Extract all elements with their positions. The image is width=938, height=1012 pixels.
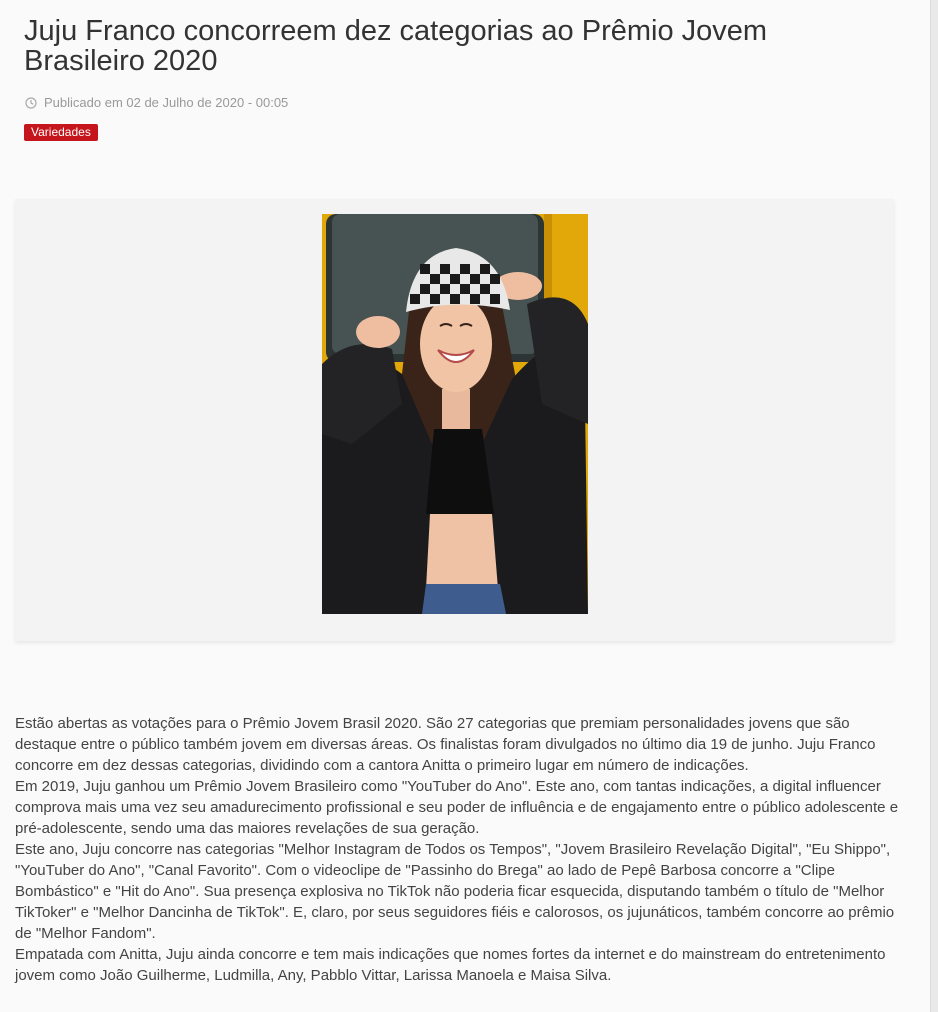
article-title: Juju Franco concorreem dez categorias ao Prêmio Jovem Brasileiro 2020 bbox=[24, 15, 768, 77]
article-paragraph: Este ano, Juju concorre nas categorias "Melhor Instagram de Todos os Tempos", "Jovem Brasileiro Revelação Digital", "Eu Shippo", "YouTuber do Ano", "Canal Favorito". Com o videoclipe de "Passinho do Brega" ao lado de Pepê Barbosa concorre a "Clipe Bombástico" e "Hit do Ano". Sua presença explosiva no TikTok não poderia ficar esquecida, disputando também o título de "Melhor TikToker" e "Melhor Dancinha de TikTok". E, claro, por seus seguidores fiéis e calorosos, os jujunáticos, também concorre ao prêmio de "Melhor Fandom". bbox=[15, 841, 895, 942]
article-paragraph: Estão abertas as votações para o Prêmio Jovem Brasil 2020. São 27 categorias que premiam personalidades jovens que são destaque entre o público também jovem em diversas áreas. Os finalistas foram divulgados no último dia 19 de junho. Juju Franco concorre em dez dessas categorias, dividindo com a cantora Anitta o primeiro lugar em número de indicações. bbox=[15, 715, 876, 774]
publish-date: Publicado em 02 de Julho de 2020 - 00:05 bbox=[44, 95, 289, 110]
article-photo bbox=[322, 214, 588, 614]
publish-info bbox=[25, 95, 288, 110]
article-body bbox=[15, 713, 905, 986]
article-paragraph: Empatada com Anitta, Juju ainda concorre e tem mais indicações que nomes fortes da internet e do mainstream do entretenimento jovem como João Guilherme, Ludmilla, Any, Pabblo Vittar, Larissa Manoela e Maisa Silva. bbox=[15, 946, 886, 984]
scrollbar[interactable] bbox=[930, 0, 938, 1012]
article-image-frame bbox=[15, 199, 894, 641]
article-paragraph: Em 2019, Juju ganhou um Prêmio Jovem Brasileiro como "YouTuber do Ano". Este ano, com tantas indicações, a digital influencer comprova mais uma vez seu amadurecimento profissional e seu poder de influência e de engajamento entre o público adolescente e pré-adolescente, sendo uma das maiores revelações de sua geração. bbox=[15, 778, 899, 837]
clock-icon bbox=[25, 97, 37, 109]
category-badge[interactable]: Variedades bbox=[24, 124, 98, 141]
